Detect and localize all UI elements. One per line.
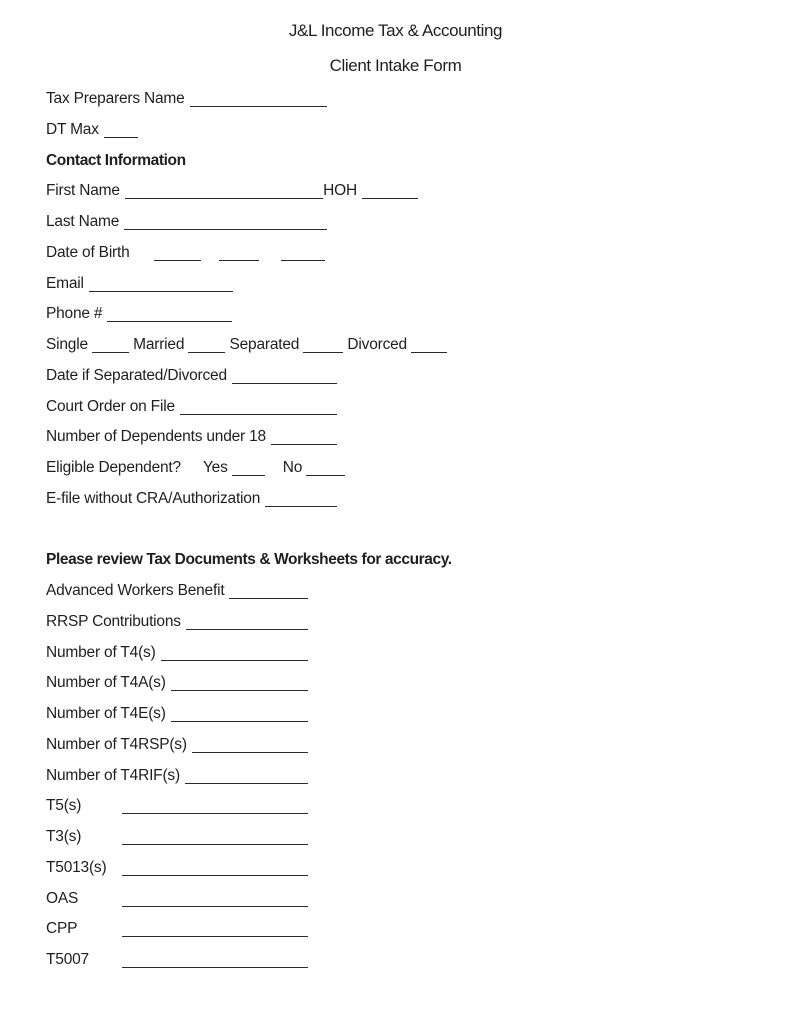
form-body — [46, 84, 791, 976]
separated-label: Separated — [229, 336, 300, 353]
t5007-blank — [122, 967, 308, 968]
field-row-t4a — [46, 668, 308, 699]
field-row-cpp — [46, 914, 308, 945]
dob-day-blank — [154, 260, 201, 261]
field-row-date-of-birth — [46, 238, 791, 269]
field-row-t4e — [46, 699, 308, 730]
t4e-label: Number of T4E(s) — [46, 705, 166, 722]
efile-label: E-file without CRA/Authorization — [46, 489, 261, 507]
field-row-t4 — [46, 638, 308, 669]
no-label: No — [282, 459, 303, 476]
separated-blank — [303, 352, 343, 353]
t3-label: T3(s) — [46, 828, 82, 845]
dt-max-blank — [104, 137, 138, 138]
t4a-label: Number of T4A(s) — [46, 674, 166, 692]
t4e-blank — [171, 721, 308, 722]
phone-label: Phone # — [46, 305, 103, 323]
last-name-label: Last Name — [46, 213, 120, 230]
married-blank — [188, 352, 225, 353]
divorced-label: Divorced — [347, 336, 407, 353]
divorced-blank — [411, 352, 447, 353]
dependents-under-18-blank — [271, 444, 337, 445]
yes-label: Yes — [202, 459, 228, 476]
t4a-blank — [171, 690, 308, 691]
t5013-blank — [122, 875, 308, 876]
first-name-blank — [125, 198, 323, 199]
date-if-separated-label: Date if Separated/Divorced — [46, 366, 227, 384]
hoh-label: HOH — [323, 182, 357, 200]
t5-label: T5(s) — [46, 797, 82, 815]
cpp-blank — [122, 936, 308, 937]
section-gap — [46, 515, 791, 546]
field-row-court-order — [46, 392, 337, 423]
dt-max-label: DT Max — [46, 120, 99, 138]
field-row-date-if-separated — [46, 361, 337, 392]
dob-month-blank — [219, 260, 259, 261]
t4rsp-blank — [192, 752, 308, 753]
field-row-email — [46, 269, 233, 300]
hoh-blank — [362, 198, 418, 199]
yes-blank — [232, 475, 265, 476]
field-row-t4rif — [46, 761, 308, 792]
date-if-separated-blank — [232, 383, 337, 384]
field-row-t4rsp — [46, 730, 308, 761]
t4rsp-label: Number of T4RSP(s) — [46, 735, 187, 753]
field-row-t3 — [46, 822, 308, 853]
single-blank — [92, 352, 129, 353]
field-row-first-name — [46, 176, 418, 207]
court-order-label: Court Order on File — [46, 397, 175, 415]
field-row-dt-max — [46, 115, 138, 146]
date-of-birth-label: Date of Birth — [46, 243, 130, 261]
dob-year-blank — [281, 260, 325, 261]
oas-blank — [122, 906, 308, 907]
phone-blank — [107, 321, 232, 322]
t5007-label: T5007 — [46, 951, 89, 968]
eligible-dependent-label: Eligible Dependent? — [46, 459, 181, 476]
company-title: J&L Income Tax & Accounting — [288, 21, 503, 40]
dependents-under-18-label: Number of Dependents under 18 — [46, 428, 266, 446]
tax-preparers-name-label: Tax Preparers Name — [46, 90, 185, 107]
field-row-t5 — [46, 791, 308, 822]
t4rif-label: Number of T4RIF(s) — [46, 766, 180, 784]
cpp-label: CPP — [46, 920, 78, 938]
last-name-blank — [124, 229, 327, 230]
t5013-label: T5013(s) — [46, 858, 107, 876]
field-row-t5013 — [46, 853, 308, 884]
t4-blank — [161, 660, 308, 661]
rrsp-contributions-blank — [186, 629, 308, 630]
field-row-oas — [46, 884, 308, 915]
advanced-workers-benefit-blank — [229, 598, 308, 599]
t5-blank — [122, 813, 308, 814]
t4-label: Number of T4(s) — [46, 643, 156, 661]
review-documents-heading: Please review Tax Documents & Worksheets for accuracy. — [46, 551, 452, 569]
field-row-eligible-dependent — [46, 453, 791, 484]
field-row-phone — [46, 299, 232, 330]
no-blank — [306, 475, 345, 476]
married-label: Married — [133, 336, 185, 353]
oas-label: OAS — [46, 889, 79, 907]
first-name-label: First Name — [46, 182, 120, 200]
contact-information-heading: Contact Information — [46, 151, 186, 169]
field-row-rrsp-contributions — [46, 607, 308, 638]
field-row-marital-status — [46, 330, 791, 361]
advanced-workers-benefit-label: Advanced Workers Benefit — [46, 582, 225, 599]
tax-preparers-name-blank — [190, 106, 327, 107]
field-row-last-name — [46, 207, 327, 238]
field-row-efile — [46, 484, 337, 515]
document-header — [0, 0, 791, 76]
form-title: Client Intake Form — [329, 56, 462, 75]
t3-blank — [122, 844, 308, 845]
field-row-t5007 — [46, 945, 308, 976]
field-row-advanced-workers-benefit — [46, 576, 308, 607]
field-row-dependents-under-18 — [46, 422, 337, 453]
email-label: Email — [46, 274, 84, 292]
single-label: Single — [46, 336, 88, 353]
field-row-tax-preparers-name — [46, 84, 327, 115]
email-blank — [89, 291, 233, 292]
rrsp-contributions-label: RRSP Contributions — [46, 612, 181, 630]
efile-blank — [265, 506, 337, 507]
t4rif-blank — [185, 783, 308, 784]
court-order-blank — [180, 414, 337, 415]
